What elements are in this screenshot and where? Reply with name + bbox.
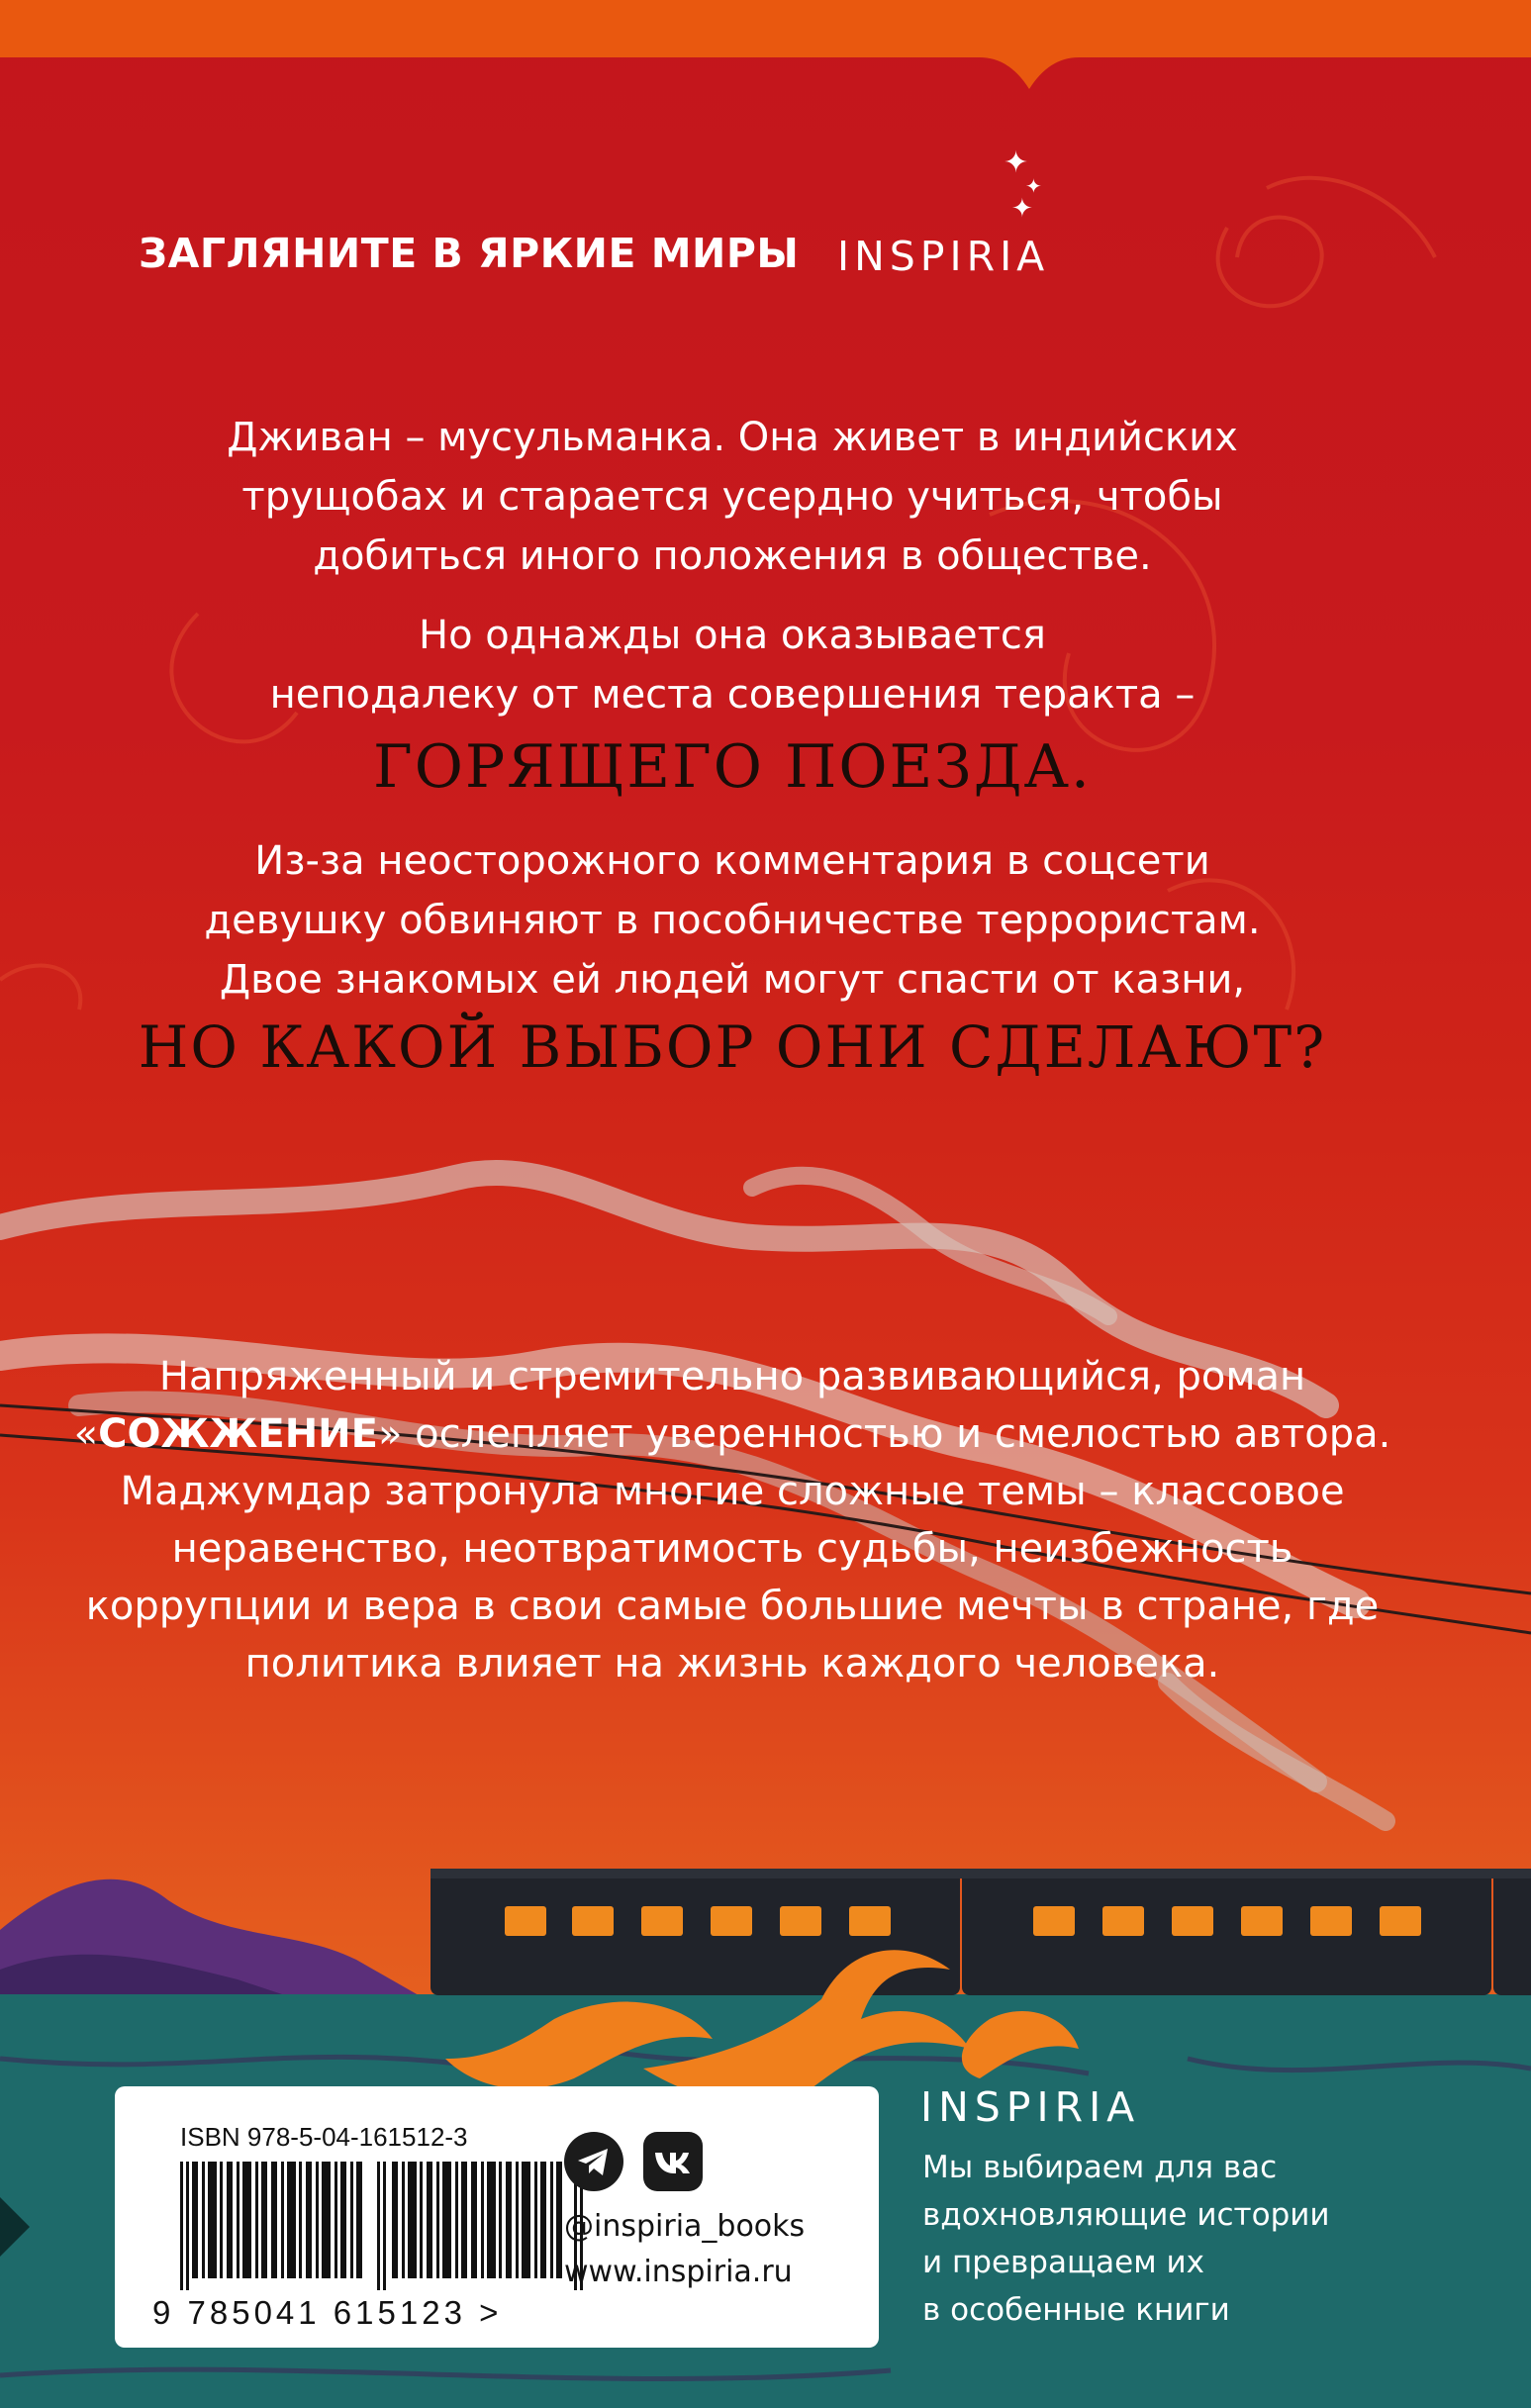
review-line-rest: ослепляет уверенностью и смелостью автора. <box>402 1411 1391 1457</box>
synopsis-line: добиться иного положения в обществе. <box>313 533 1152 579</box>
barcode-digits: 9 785041 615123 > <box>152 2294 503 2331</box>
train <box>431 1869 1531 1995</box>
synopsis-line: Дживан – мусульманка. Она живет в индийских <box>227 415 1238 460</box>
footer-tagline <box>922 2144 1330 2334</box>
synopsis-line: Двое знакомых ей людей могут спасти от казни, <box>219 957 1246 1003</box>
barcode <box>180 2162 586 2290</box>
synopsis-paragraph-3 <box>148 831 1316 1010</box>
footer-line: и превращаем их <box>922 2245 1204 2280</box>
header-brand: INSPIRIA <box>837 233 1050 280</box>
review-line: Напряженный и стремительно развивающийся, роман <box>158 1354 1306 1399</box>
sparkle-icon: ✦ <box>1025 174 1042 198</box>
book-title: СОЖЖЕНИЕ <box>98 1411 378 1457</box>
footer-line: в особенные книги <box>922 2292 1230 2328</box>
quote-open: « <box>73 1411 99 1457</box>
social-handle[interactable]: @inspiria_books <box>564 2209 806 2244</box>
quote-close: » <box>377 1411 403 1457</box>
top-orange-band <box>0 0 1531 89</box>
synopsis-paragraph-1 <box>148 408 1316 586</box>
synopsis-line: девушку обвиняют в пособничестве террористам. <box>204 898 1261 943</box>
synopsis-accent-1: ГОРЯЩЕГО ПОЕЗДА. <box>373 732 1092 802</box>
isbn-label: ISBN 978-5-04-161512-3 <box>180 2122 468 2152</box>
footer-line: вдохновляющие истории <box>922 2197 1330 2233</box>
vk-icon[interactable] <box>643 2132 703 2191</box>
synopsis-line: неподалеку от места совершения теракта – <box>269 672 1196 718</box>
review-line: неравенство, неотвратимость судьбы, неизбежность <box>171 1526 1293 1572</box>
telegram-icon[interactable] <box>564 2132 623 2191</box>
sparkle-icon: ✦ <box>1004 145 1029 180</box>
synopsis-line: трущобах и старается усердно учиться, чтобы <box>241 474 1223 520</box>
synopsis-line: Из-за неосторожного комментария в соцсети <box>254 838 1210 884</box>
website-link[interactable]: www.inspiria.ru <box>564 2255 793 2289</box>
sparkle-icon: ✦ <box>1011 194 1033 224</box>
review-line <box>40 1405 1425 1463</box>
footer-brand: INSPIRIA <box>920 2083 1141 2131</box>
synopsis-line: Но однажды она оказывается <box>419 613 1046 658</box>
review-line: Маджумдар затронула многие сложные темы – классовое <box>120 1469 1345 1514</box>
synopsis-paragraph-2 <box>148 606 1316 724</box>
review-paragraph <box>40 1348 1425 1692</box>
header-title: ЗАГЛЯНИТЕ В ЯРКИЕ МИРЫ <box>139 230 800 277</box>
synopsis-accent-2: НО КАКОЙ ВЫБОР ОНИ СДЕЛАЮТ? <box>138 1013 1327 1081</box>
review-line: коррупции и вера в свои самые большие мечты в стране, где <box>85 1584 1380 1629</box>
review-line: политика влияет на жизнь каждого человека. <box>244 1641 1220 1686</box>
footer-line: Мы выбираем для вас <box>922 2150 1278 2185</box>
barcode-panel <box>115 2086 879 2348</box>
